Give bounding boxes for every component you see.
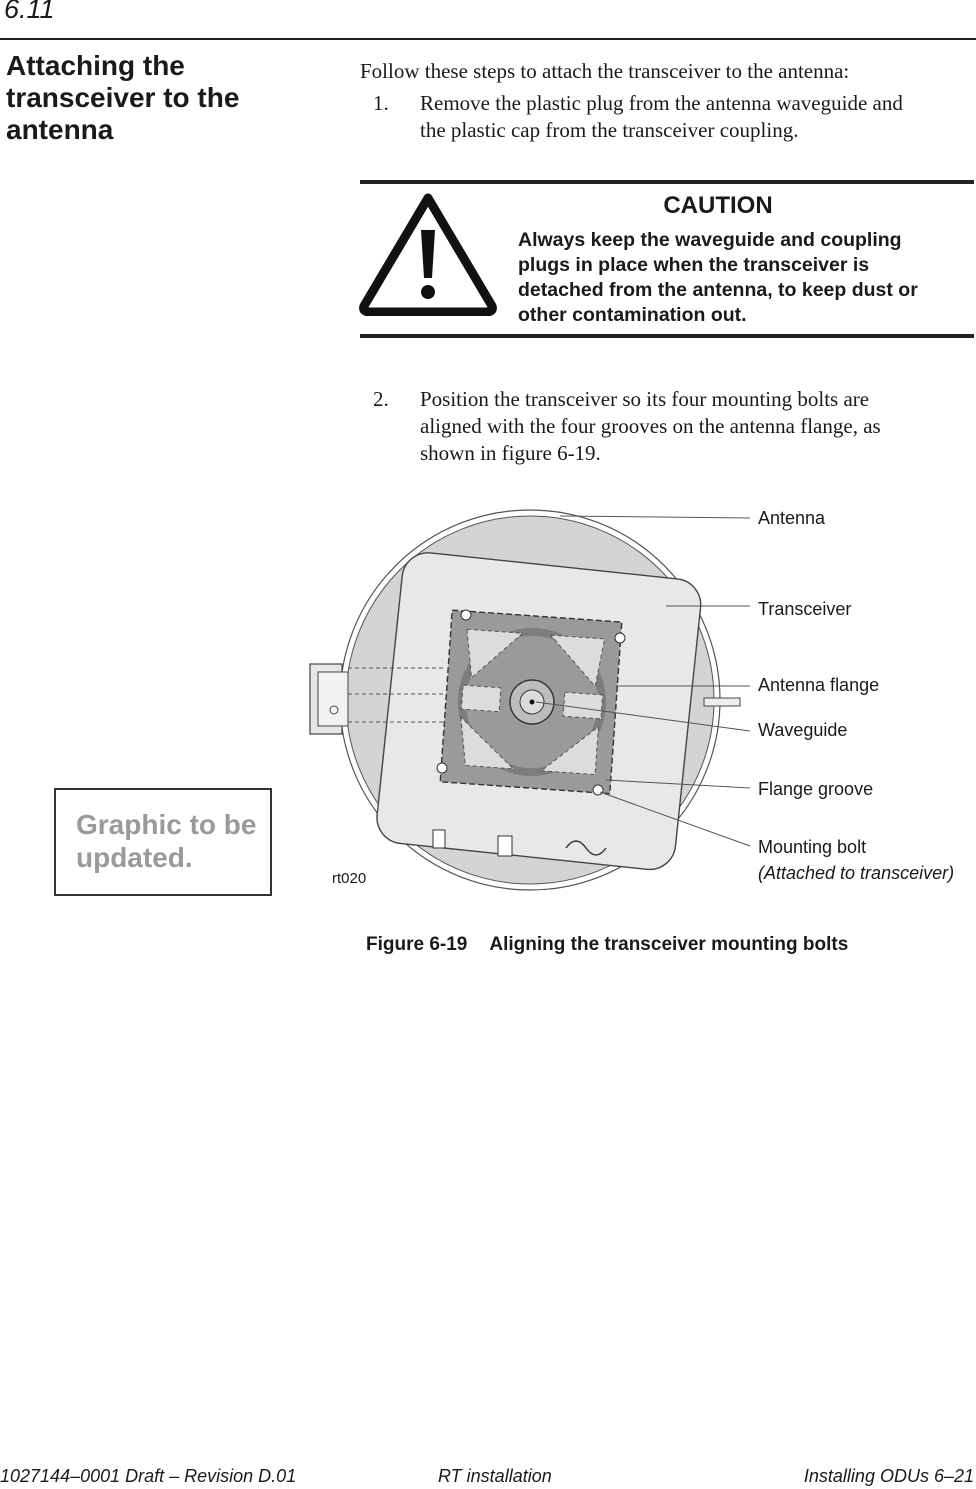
caution-title: CAUTION: [663, 192, 773, 219]
caution-bottom-rule: [360, 334, 974, 338]
callout-mounting-bolt: Mounting bolt: [758, 837, 867, 857]
figure-caption-title: Aligning the transceiver mounting bolts: [489, 934, 849, 955]
caution-text-line: plugs in place when the transceiver is: [518, 254, 870, 276]
figure-caption: [366, 934, 848, 956]
caution-text-line: other contamination out.: [518, 304, 747, 326]
step-text-line: shown in figure 6-19.: [420, 441, 601, 465]
callout-antenna-flange: Antenna flange: [758, 675, 880, 695]
step-number: 1.: [373, 91, 389, 115]
caution-text: [518, 228, 968, 328]
intro-paragraph: Follow these steps to attach the transceiver to the antenna:: [360, 59, 850, 83]
antenna-transceiver-illustration: [300, 500, 976, 900]
placeholder-line: updated.: [76, 842, 193, 873]
step-text-line: Position the transceiver so its four mounting bolts are: [420, 387, 870, 411]
footer-page: Installing ODUs 6–21: [803, 1466, 974, 1486]
step-text-line: aligned with the four grooves on the antenna flange, as: [420, 414, 881, 438]
caution-text-line: detached from the antenna, to keep dust or: [518, 279, 918, 301]
callout-antenna: Antenna: [758, 508, 826, 528]
step-text: [420, 90, 960, 144]
callout-waveguide: Waveguide: [758, 720, 848, 740]
step-number: 2.: [373, 387, 389, 411]
section-number: 6.11: [4, 0, 55, 24]
footer-chapter: RT installation: [438, 1466, 552, 1486]
graphic-placeholder-box: [54, 788, 272, 896]
section-heading-line: antenna: [6, 114, 114, 145]
callout-flange-groove: Flange groove: [758, 779, 874, 799]
header-rule: [0, 38, 976, 40]
footer-doc-id: 1027144–0001 Draft – Revision D.01: [0, 1466, 297, 1486]
figure-caption-label: Figure 6-19: [366, 934, 468, 955]
section-heading-line: Attaching the: [6, 50, 185, 81]
step-text-line: the plastic cap from the transceiver coupling.: [420, 118, 799, 142]
section-heading-line: transceiver to the: [6, 82, 240, 113]
callout-mounting-bolt-note: (Attached to transceiver): [758, 863, 955, 883]
graphic-placeholder-text: [76, 808, 276, 874]
step-text-line: Remove the plastic plug from the antenna waveguide and: [420, 91, 903, 115]
placeholder-line: Graphic to be: [76, 809, 257, 840]
caution-top-rule: [360, 180, 974, 184]
figure-id: rt020: [332, 870, 367, 887]
step-text: [420, 386, 960, 467]
caution-text-line: Always keep the waveguide and coupling: [518, 229, 902, 251]
section-heading: [6, 50, 306, 146]
callout-transceiver: Transceiver: [758, 599, 852, 619]
